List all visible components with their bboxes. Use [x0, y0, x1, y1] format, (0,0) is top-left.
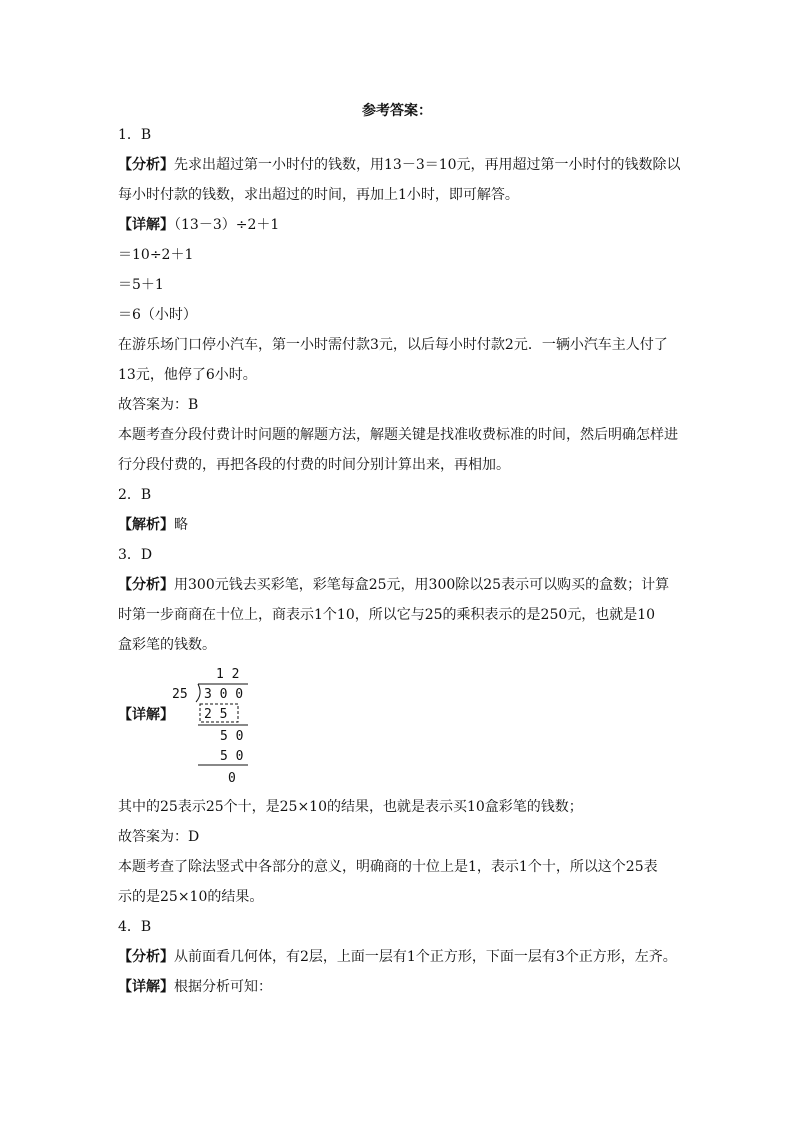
analysis-tag: 【分析】	[118, 949, 174, 965]
remainder: 0	[228, 771, 236, 786]
q1-analysis-text-2: 每小时付款的钱数，求出超过的时间，再加上1小时，即可解答。	[118, 187, 519, 203]
partial-product: 2 5	[204, 707, 228, 722]
q3-summary-2: 示的是25×10的结果。	[118, 889, 264, 905]
q1-analysis-line	[118, 150, 681, 180]
q1-summary-1: 本题考查分段付费计时问题的解题方法，解题关键是找准收费标准的时间，然后明确怎样进	[118, 427, 678, 443]
q3-analysis-text-1: 用300元钱去买彩笔，彩笔每盒25元，用300除以25表示可以购买的盒数；计算	[174, 577, 670, 593]
division-bracket	[196, 684, 200, 702]
q1-detail-text-4: ＝6（小时）	[118, 307, 197, 323]
dividend: 3 0 0	[204, 687, 244, 702]
q3-long-division	[118, 664, 678, 792]
q3-analysis-text-2: 时第一步商商在十位上，商表示1个10，所以它与25的乘积表示的是250元，也就是10	[118, 607, 656, 623]
q4-analysis-line	[118, 942, 678, 972]
q3-analysis-line	[118, 570, 678, 600]
q1-number: 1．B	[118, 127, 152, 143]
bring-down-value: 5 0	[220, 729, 244, 744]
q4-number: 4．B	[118, 919, 152, 935]
q1-answer: 故答案为：B	[118, 397, 199, 413]
analysis-tag: 【分析】	[118, 157, 174, 173]
q3-analysis-text-3: 盒彩笔的钱数。	[118, 637, 216, 653]
q1-summary-2: 行分段付费的，再把各段的付费的时间分别计算出来，再相加。	[118, 457, 510, 473]
detail-tag: 【详解】	[118, 707, 174, 723]
second-product: 5 0	[220, 749, 244, 764]
q1-analysis-text-1: 先求出超过第一小时付的钱数，用13－3＝10元，再用超过第一小时付的钱数除以	[174, 157, 681, 173]
q3-number: 3．D	[118, 547, 153, 563]
parse-tag: 【解析】	[118, 517, 174, 533]
analysis-tag: 【分析】	[118, 577, 174, 593]
q1-detail-line	[118, 210, 678, 240]
quotient: 1 2	[216, 667, 240, 682]
q3-summary-1: 本题考查了除法竖式中各部分的意义，明确商的十位上是1，表示1个十，所以这个25表	[118, 859, 658, 875]
q1-detail-text-2: ＝10÷2＋1	[118, 247, 194, 263]
q1-statement-1: 在游乐场门口停小汽车，第一小时需付款3元，以后每小时付款2元．一辆小汽车主人付了	[118, 337, 668, 353]
q3-explain: 其中的25表示25个十，是25×10的结果，也就是表示买10盒彩笔的钱数；	[118, 799, 583, 815]
detail-tag: 【详解】	[118, 217, 174, 233]
q3-answer: 故答案为：D	[118, 829, 200, 845]
divisor: 25	[172, 687, 188, 702]
q2-parse-line	[118, 510, 678, 540]
q4-detail-line	[118, 972, 678, 1002]
q2-parse-text: 略	[174, 517, 188, 533]
q1-detail-text-3: ＝5＋1	[118, 277, 164, 293]
q4-analysis-text: 从前面看几何体，有2层，上面一层有1个正方形，下面一层有3个正方形，左齐。	[174, 949, 677, 965]
q1-statement-2: 13元，他停了6小时。	[118, 367, 257, 383]
q4-detail-text: 根据分析可知：	[174, 979, 272, 995]
detail-tag: 【详解】	[118, 979, 174, 995]
q2-number: 2．B	[118, 487, 152, 503]
q1-detail-text-1: （13－3）÷2＋1	[174, 217, 280, 233]
page-title: 参考答案：	[362, 103, 432, 119]
long-division-figure	[168, 664, 268, 788]
answer-content	[118, 120, 681, 1002]
